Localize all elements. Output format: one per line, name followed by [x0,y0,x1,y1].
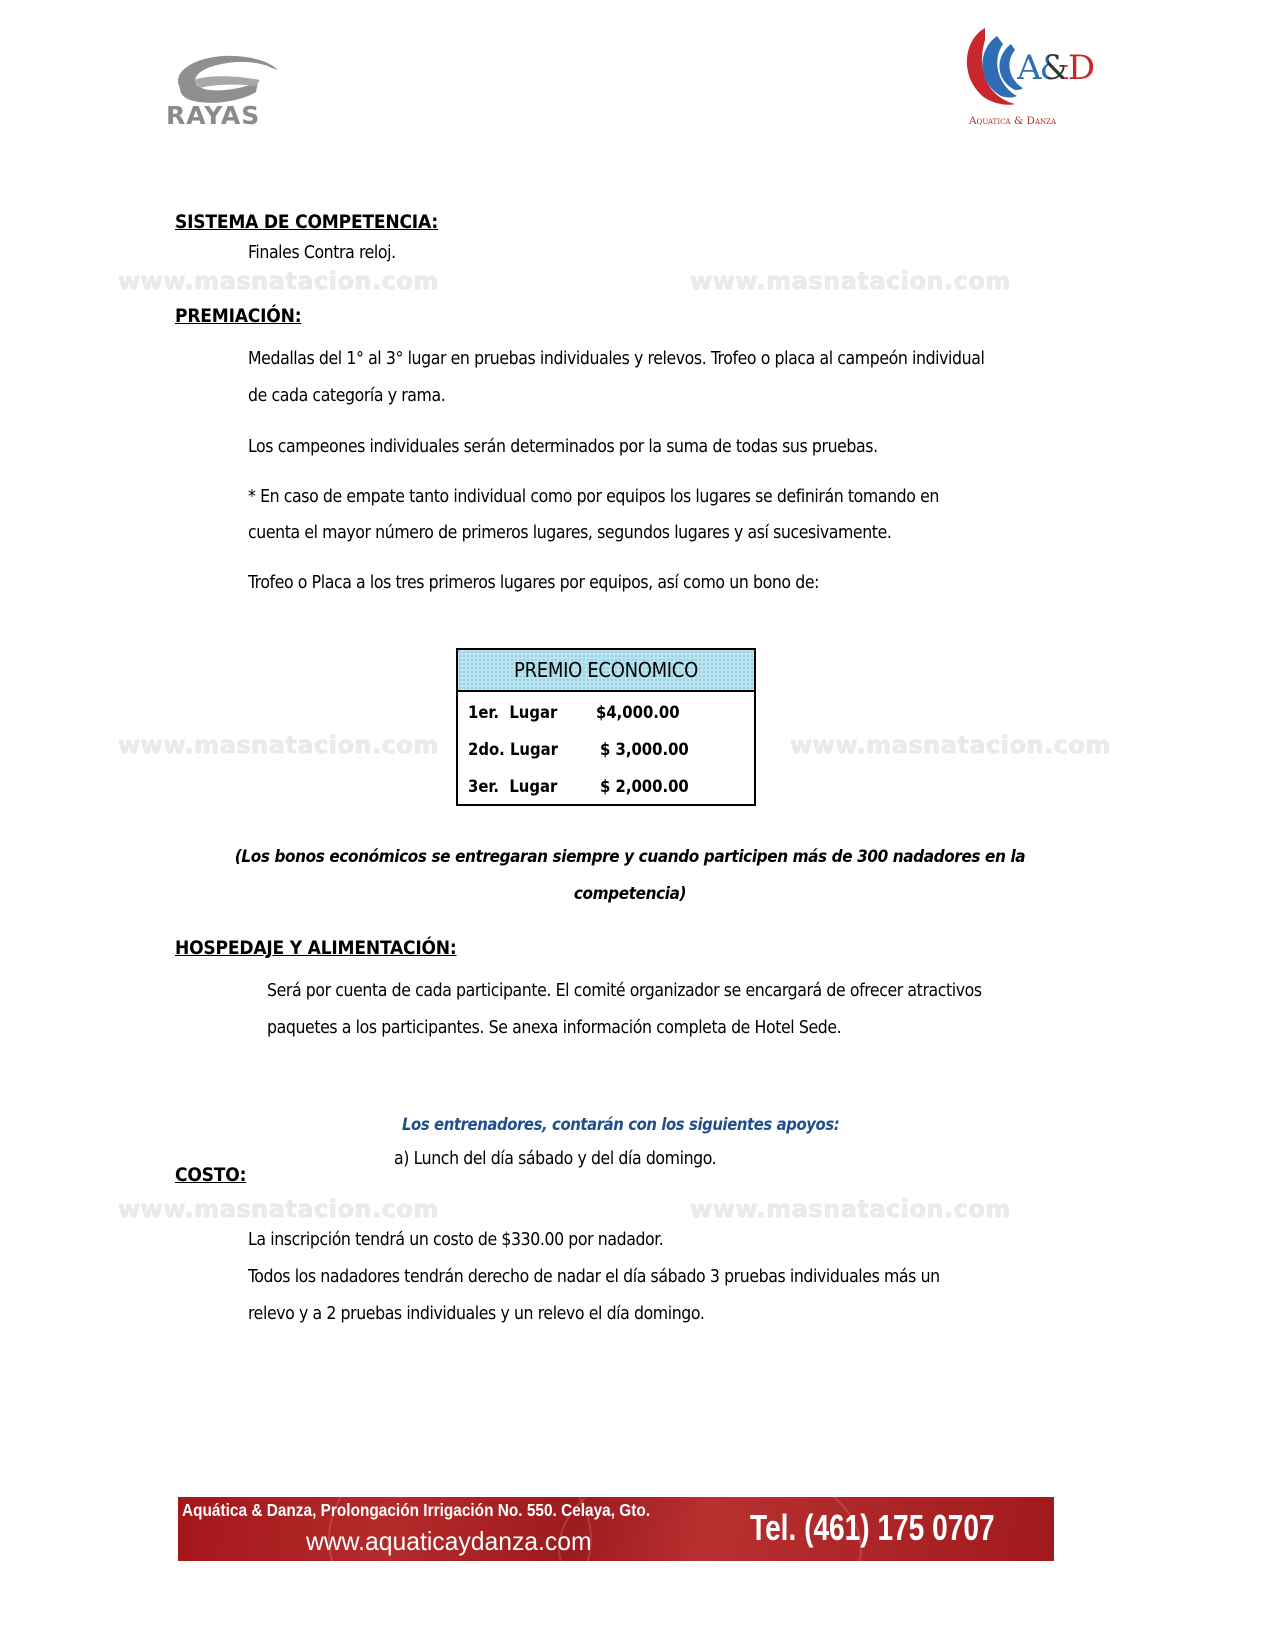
section-heading-hospedaje: HOSPEDAJE Y ALIMENTACIÓN: [175,937,457,959]
footer-address: Aquática & Danza, Prolongación Irrigación No. 550. Celaya, Gto. [182,1500,651,1520]
rayas-logo [160,40,290,130]
entrenadores-title: Los entrenadores, contarán con los siguientes apoyos: [402,1115,840,1134]
ad-logo-letters [1017,48,1093,88]
section-heading-costo: COSTO: [175,1164,247,1186]
costo-text: Todos los nadadores tendrán derecho de nadar el día sábado 3 pruebas individuales más un [248,1267,940,1287]
ad-logo-subtitle: Aquatica & Danza [969,115,1057,127]
costo-text: La inscripción tendrá un costo de $330.00 por nadador. [248,1230,664,1250]
premiacion-paragraph: Trofeo o Placa a los tres primeros lugares por equipos, así como un bono de: [248,573,820,593]
watermark: www.masnatacion.com [690,1195,1011,1223]
footer-phone: Tel. (461) 175 0707 [750,1507,995,1548]
premiacion-paragraph: Los campeones individuales serán determinados por la suma de todas sus pruebas. [248,437,878,457]
ad-logo-letters-text: A&D [1017,48,1094,88]
hospedaje-text: Será por cuenta de cada participante. El comité organizador se encargará de ofrecer atractivos [267,981,982,1001]
hospedaje-text: paquetes a los participantes. Se anexa información completa de Hotel Sede. [267,1018,842,1038]
costo-text: relevo y a 2 pruebas individuales y un relevo el día domingo. [248,1304,705,1324]
bonos-note: (Los bonos económicos se entregaran siempre y cuando participen más de 300 nadadores en la [234,847,1026,867]
prize-amount: $ 3,000.00 [600,740,689,759]
watermark: www.masnatacion.com [118,1195,439,1223]
table-row [458,731,754,768]
section-heading-premiacion: PREMIACIÓN: [175,305,302,327]
footer-website-link[interactable]: www.aquaticaydanza.com [306,1526,592,1556]
watermark: www.masnatacion.com [118,731,439,759]
aquatica-danza-logo [955,18,1095,138]
premio-table-title: PREMIO ECONOMICO [458,650,754,692]
prize-amount: $ 2,000.00 [600,777,689,796]
watermark: www.masnatacion.com [790,731,1111,759]
table-row [458,694,754,731]
prize-place: 1er. Lugar [468,703,558,722]
watermark: www.masnatacion.com [118,267,439,295]
rayas-manta-ray-icon [160,40,290,130]
premiacion-paragraph: Medallas del 1° al 3° lugar en pruebas individuales y relevos. Trofeo o placa al campeón individual [248,349,985,369]
footer-banner [178,1497,1054,1561]
sistema-text: Finales Contra reloj. [248,243,396,263]
watermark: www.masnatacion.com [690,267,1011,295]
section-heading-sistema: SISTEMA DE COMPETENCIA: [175,211,438,233]
premiacion-paragraph: cuenta el mayor número de primeros lugares, segundos lugares y así sucesivamente. [248,523,892,543]
bonos-note: competencia) [573,884,687,904]
premiacion-paragraph: * En caso de empate tanto individual como por equipos los lugares se definirán tomando en [248,487,939,507]
entrenadores-item: a) Lunch del día sábado y del día domingo. [394,1149,717,1169]
premio-economico-table [456,648,756,806]
table-row [458,768,754,805]
premiacion-paragraph: de cada categoría y rama. [248,386,446,406]
prize-place: 3er. Lugar [468,777,558,796]
prize-place: 2do. Lugar [468,740,558,759]
prize-amount: $4,000.00 [596,703,680,722]
aquatica-danza-wave-icon [955,18,1025,110]
rayas-logo-text: RAYAS [166,101,261,130]
